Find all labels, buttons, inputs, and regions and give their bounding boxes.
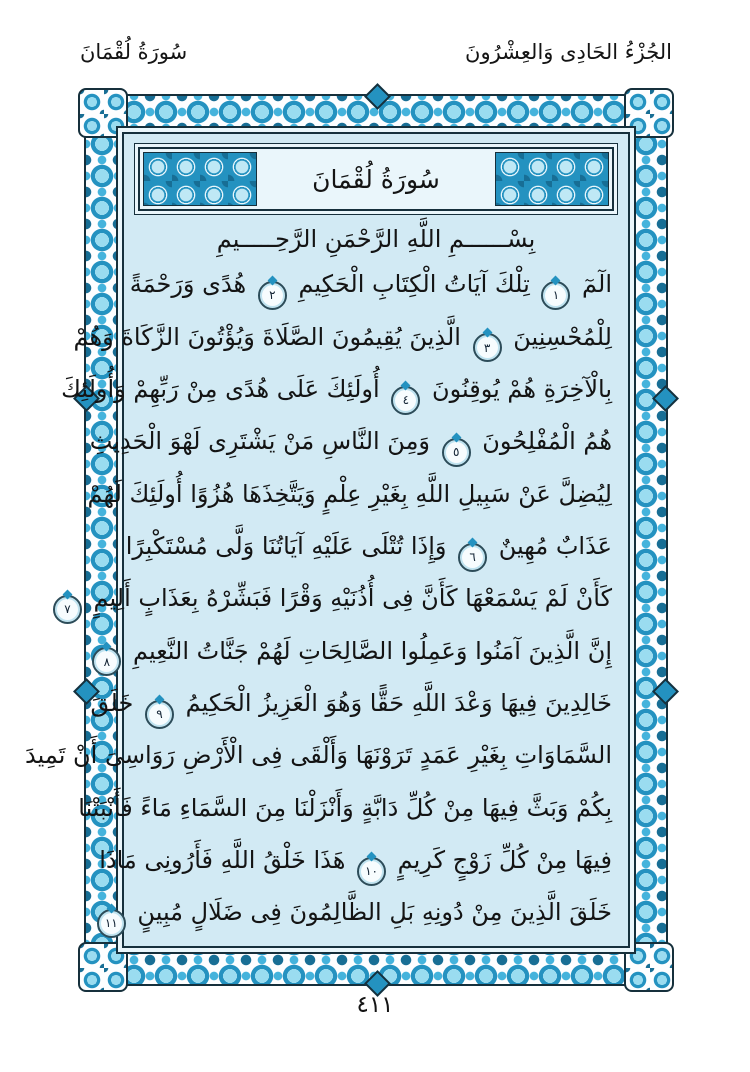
basmala: بِسْــــــمِ اللَّهِ الرَّحْمَنِ الرَّحِـــــيمِ (216, 225, 536, 253)
quran-line: بِكُمْ وَبَثَّ فِيهَا مِنْ كُلِّ دَابَّةٍ وَأَنْزَلْنَا مِنَ السَّمَاءِ مَاءً فَأَنْبَتْنَا (78, 793, 612, 822)
cartouche-ornament-left (495, 152, 609, 206)
quran-line: بِالْآخِرَةِ هُمْ يُوقِنُونَ ٤ أُولَئِكَ عَلَى هُدًى مِنْ رَبِّهِمْ وَأُولَئِكَ (140, 364, 612, 414)
surah-header: سُورَةُ لُقْمَانَ (80, 40, 188, 64)
ayah-marker: ٩ (145, 700, 174, 729)
ayah-marker: ٥ (442, 438, 471, 467)
cartouche-ornament-right (143, 152, 257, 206)
ayah-marker: ١٠ (357, 857, 386, 886)
quran-line: لِيُضِلَّ عَنْ سَبِيلِ اللَّهِ بِغَيْرِ عِلْمٍ وَيَتَّخِذَهَا هُزُوًا أُولَئِكَ لَهُمْ (87, 479, 612, 508)
surah-title-cartouche (138, 147, 614, 211)
ornamental-frame (25, 94, 668, 986)
frame-corner-ornament (624, 942, 674, 992)
frame-edge-finial (364, 83, 391, 110)
quran-line: الٓمٓ ١ تِلْكَ آيَاتُ الْكِتَابِ الْحَكِيمِ ٢ هُدًى وَرَحْمَةً (140, 259, 612, 309)
surah-title: سُورَةُ لُقْمَانَ (260, 149, 492, 209)
frame-edge-finial (652, 385, 679, 412)
quran-line: السَّمَاوَاتِ بِغَيْرِ عَمَدٍ تَرَوْنَهَا وَأَلْقَى فِى الْأَرْضِ رَوَاسِىَ أَنْ تَمِيدَ (25, 741, 612, 770)
quran-line: هُمُ الْمُفْلِحُونَ ٥ وَمِنَ النَّاسِ مَنْ يَشْتَرِى لَهْوَ الْحَدِيثِ (140, 416, 612, 466)
quran-line: كَأَنْ لَمْ يَسْمَعْهَا كَأَنَّ فِى أُذُنَيْهِ وَقْرًا فَبَشِّرْهُ بِعَذَابٍ أَلِيمٍ ٧ (140, 573, 612, 623)
quran-line: خَالِدِينَ فِيهَا وَعْدَ اللَّهِ حَقًّا وَهُوَ الْعَزِيزُ الْحَكِيمُ ٩ خَلَقَ (140, 678, 612, 728)
frame-corner-ornament (624, 88, 674, 138)
text-panel (25, 132, 630, 948)
frame-corner-ornament (78, 942, 128, 992)
frame-corner-ornament (78, 88, 128, 138)
quran-line: إِنَّ الَّذِينَ آمَنُوا وَعَمِلُوا الصَّالِحَاتِ لَهُمْ جَنَّاتُ النَّعِيمِ ٨ (140, 626, 612, 676)
quran-line: لِلْمُحْسِنِينَ ٣ الَّذِينَ يُقِيمُونَ الصَّلَاةَ وَيُؤْتُونَ الزَّكَاةَ وَهُمْ (140, 312, 612, 362)
ayah-marker: ٧ (53, 595, 82, 624)
ayah-marker: ١١ (97, 909, 126, 938)
quran-lines (25, 255, 616, 946)
running-heads (80, 40, 672, 64)
juz-header: الجُزْءُ الحَادِى وَالعِشْرُونَ (465, 40, 672, 64)
quran-line: عَذَابٌ مُهِينٌ ٦ وَإِذَا تُتْلَى عَلَيْهِ آيَاتُنَا وَلَّى مُسْتَكْبِرًا (140, 521, 612, 571)
ayah-marker: ٤ (391, 386, 420, 415)
quran-line: خَلَقَ الَّذِينَ مِنْ دُونِهِ بَلِ الظَّالِمُونَ فِى ضَلَالٍ مُبِينٍ ١١ (140, 887, 612, 937)
page-number: ٤١١ (356, 992, 394, 1018)
ayah-marker: ٨ (92, 647, 121, 676)
ayah-marker: ٢ (258, 281, 287, 310)
ayah-marker: ١ (541, 281, 570, 310)
ayah-marker: ٣ (473, 333, 502, 362)
frame-edge-finial (652, 678, 679, 705)
ayah-marker: ٦ (458, 543, 487, 572)
quran-line: فِيهَا مِنْ كُلِّ زَوْجٍ كَرِيمٍ ١٠ هَذَا خَلْقُ اللَّهِ فَأَرُونِى مَاذَا (140, 835, 612, 885)
